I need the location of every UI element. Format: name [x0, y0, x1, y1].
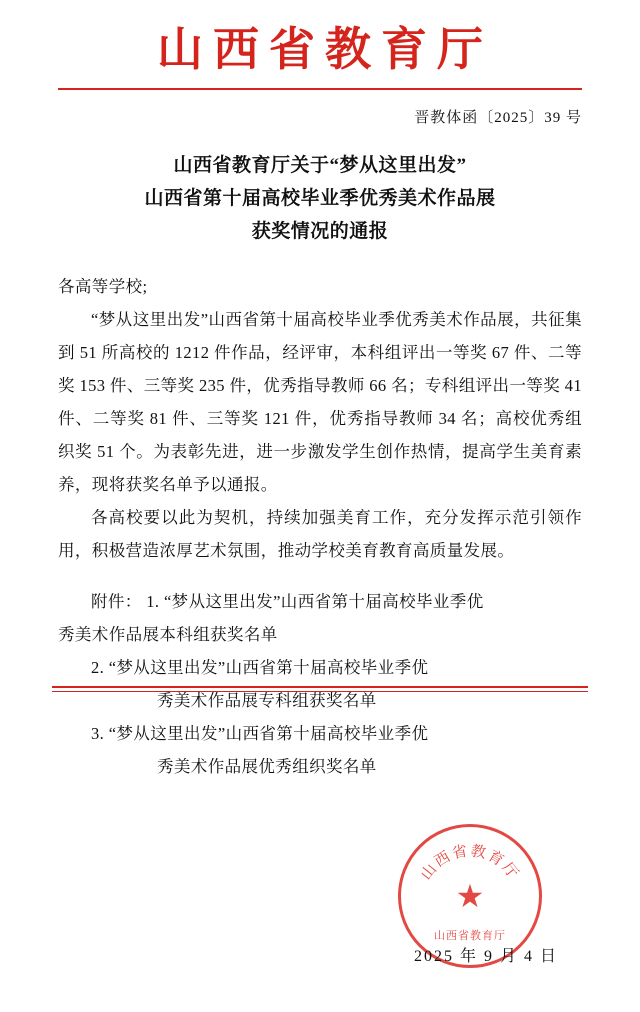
attachment-3-line-1: “梦从这里出发”山西省第十届高校毕业季优	[108, 724, 429, 744]
body-paragraph-1: “梦从这里出发”山西省第十届高校毕业季优秀美术作品展，共征集到 51 所高校的 1212 件作品，经评审，本科组评出一等奖 67 件、二等奖 153 件、三等奖 235 件，优秀指导教师 66 名；专科组评出一等奖 41 件、二等奖 81 件、三等奖 121 件，优秀指导教师 34 名；高校优秀组织奖 51 个。为表彰先进，进一步激发学生创作热情，提高学生美育素养，现将获奖名单予以通报。	[58, 310, 582, 495]
attachment-3-line-2: 秀美术作品展优秀组织奖名单	[157, 757, 377, 777]
attachment-first-line	[58, 585, 582, 618]
attachment-item-2	[58, 651, 582, 717]
attachment-label: 附件：	[91, 592, 142, 612]
footer-divider-line-1	[52, 686, 588, 688]
masthead-divider	[58, 88, 582, 90]
signature-date: 2025 年 9 月 4 日	[413, 948, 558, 965]
masthead	[58, 0, 582, 90]
document-number: 晋教体函〔2025〕39 号	[414, 109, 582, 126]
signature-area	[310, 824, 570, 974]
attachment-1-line-1: “梦从这里出发”山西省第十届高校毕业季优	[163, 592, 484, 612]
seal-star-icon: ★	[455, 878, 485, 914]
issuing-authority-title: 山西省教育厅	[157, 24, 493, 75]
salutation: 各高等学校;	[58, 277, 148, 297]
attachment-3-number: 3.	[91, 724, 105, 744]
page-title-line-3: 获奖情况的通报	[251, 221, 389, 243]
attachment-2-number: 2.	[91, 658, 105, 678]
svg-text:山西省教育厅: 山西省教育厅	[418, 843, 522, 884]
attachment-list	[58, 585, 582, 783]
attachment-2-line-2: 秀美术作品展专科组获奖名单	[157, 691, 377, 711]
page-title-line-2: 山西省第十届高校毕业季优秀美术作品展	[144, 187, 496, 209]
page-title-line-1: 山西省教育厅关于“梦从这里出发”	[173, 154, 467, 176]
attachment-1-line-2: 秀美术作品展本科组获奖名单	[58, 625, 278, 645]
attachment-2-line-1: “梦从这里出发”山西省第十届高校毕业季优	[108, 658, 429, 678]
seal-bottom-text: 山西省教育厅	[434, 930, 506, 942]
document-body	[58, 270, 582, 567]
attachment-1-number: 1.	[146, 592, 160, 612]
attachment-item-3	[58, 717, 582, 783]
footer-divider	[0, 686, 640, 692]
body-paragraph-2: 各高校要以此为契机，持续加强美育工作，充分发挥示范引领作用，积极营造浓厚艺术氛围，推动学校美育教育高质量发展。	[58, 508, 582, 561]
page-title	[58, 149, 582, 249]
footer-divider-line-2	[52, 691, 588, 692]
